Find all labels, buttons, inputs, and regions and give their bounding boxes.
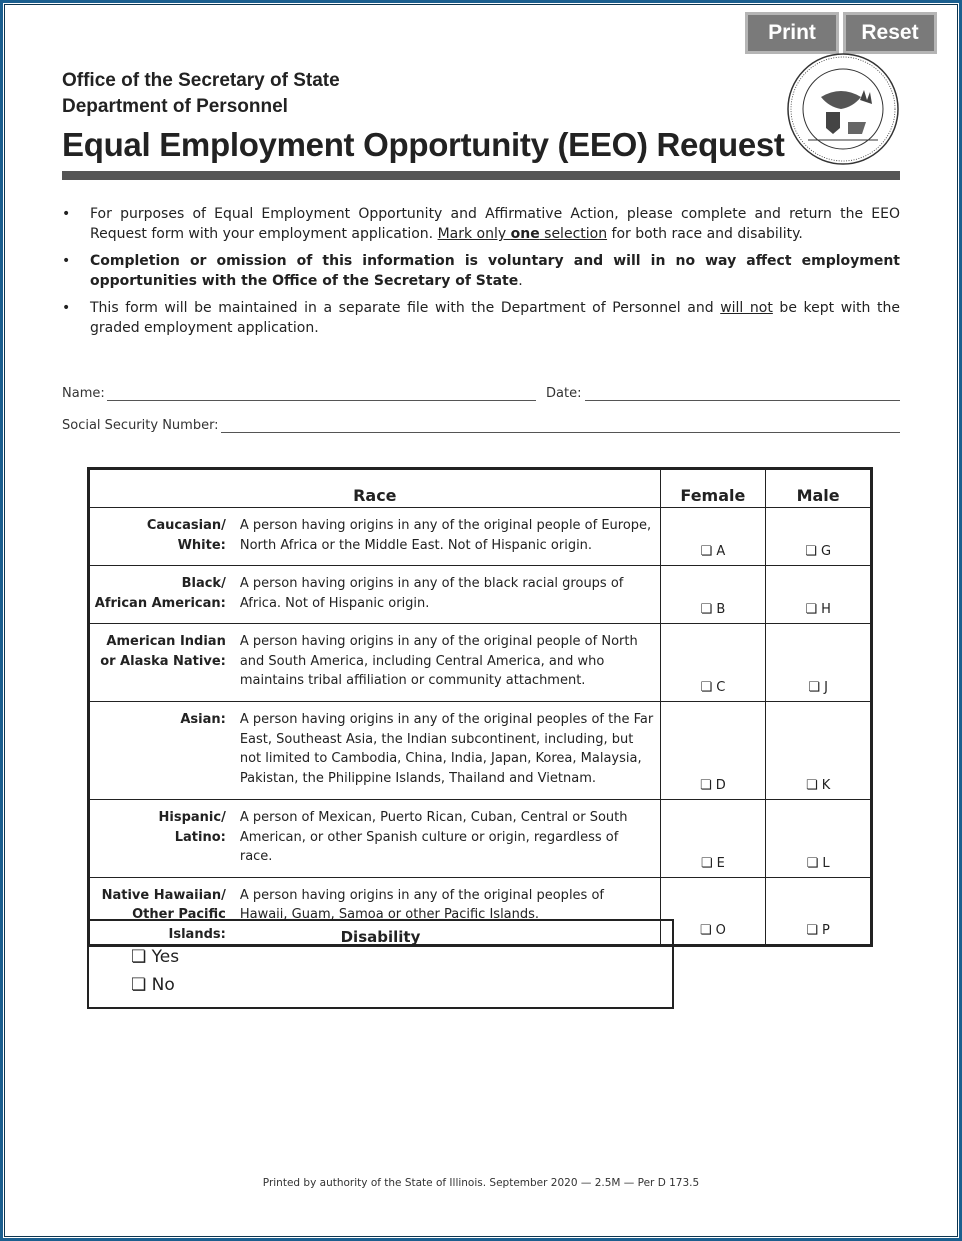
female-checkbox[interactable]: ❏ D	[660, 702, 766, 800]
male-checkbox[interactable]: ❏ H	[766, 566, 872, 624]
race-row	[89, 624, 872, 702]
race-row	[89, 508, 872, 566]
page-title: Equal Employment Opportunity (EEO) Request	[62, 126, 785, 163]
race-row	[89, 566, 872, 624]
ssn-label: Social Security Number:	[62, 418, 219, 433]
race-description: A person having origins in any of the black racial groups of Africa. Not of Hispanic origin.	[234, 566, 660, 624]
title-divider	[62, 171, 900, 180]
print-button[interactable]: Print	[745, 12, 839, 54]
race-label-line: American Indian	[106, 634, 226, 649]
bullet-text: be kept with the graded employment application.	[90, 300, 900, 336]
race-label-line: Other Pacific Islands:	[132, 907, 226, 942]
race-header: Race	[89, 469, 661, 508]
female-header: Female	[660, 469, 766, 508]
race-row	[89, 702, 872, 800]
race-description: A person having origins in any of the original peoples of the Far East, Southeast Asia, the Indian subcontinent, including, but not limited to Cambodia, China, India, Japan, Korea, Malaysia, Pakistan, the Philippine Islands, Thailand and Vietnam.	[234, 702, 660, 800]
female-checkbox[interactable]: ❏ B	[660, 566, 766, 624]
race-label-line: Hispanic/	[158, 810, 226, 825]
male-checkbox[interactable]: ❏ J	[766, 624, 872, 702]
female-checkbox[interactable]: ❏ O	[660, 877, 766, 946]
race-table	[87, 467, 873, 947]
race-label-line: Native Hawaiian/	[101, 887, 226, 903]
disability-no-checkbox[interactable]: ❏ No	[131, 975, 175, 995]
male-header: Male	[766, 469, 872, 508]
race-description: A person having origins in any of the original peoples of Hawaii, Guam, Samoa or other Pacific Islands.	[234, 877, 660, 946]
disability-box	[87, 919, 674, 1009]
female-checkbox[interactable]: ❏ A	[660, 508, 766, 566]
male-checkbox[interactable]: ❏ P	[766, 877, 872, 946]
race-label-line: Asian:	[180, 712, 226, 727]
race-label	[89, 702, 234, 800]
race-label-line: African American:	[94, 595, 226, 611]
race-label-line: Black/	[181, 576, 226, 591]
bullet-text: Completion or omission of this information is voluntary and will in no way affect employment opportunities with the Office of the Secretary of State	[90, 253, 900, 289]
footer-note: Printed by authority of the State of Illinois. September 2020 — 2.5M — Per D 173.5	[262, 1177, 700, 1189]
race-description: A person having origins in any of the original people of North and South America, including Central America, and who maintains tribal affiliation or community attachment.	[234, 624, 660, 702]
race-row	[89, 800, 872, 878]
bullet-voluntary: • Completion or omission of this information is voluntary and will in no way affect employment opportunities with the Office of the Secretary of State.	[62, 253, 900, 289]
ssn-field[interactable]	[62, 418, 900, 433]
bullet-text: For purposes of Equal Employment Opportunity and Affirmative Action, please complete and return the EEO Request form with your employment application.	[90, 206, 900, 242]
office-name: Office of the Secretary of State	[62, 70, 340, 91]
bullet-instructions: • For purposes of Equal Employment Opportunity and Affirmative Action, please complete and return the EEO Request form with your employment application. Mark only one selection for both race and disability.	[62, 206, 900, 242]
male-checkbox[interactable]: ❏ L	[766, 800, 872, 878]
date-field[interactable]	[546, 386, 900, 401]
race-label	[89, 800, 234, 878]
bullet-text: .	[518, 273, 523, 289]
state-seal-icon	[786, 52, 900, 166]
bullet-text: Mark only	[437, 226, 511, 242]
race-label-line: Latino:	[174, 829, 226, 845]
disability-title: Disability	[340, 928, 421, 946]
name-field[interactable]	[62, 386, 536, 401]
bullet-emphasis: will not	[720, 300, 773, 316]
bullet-text: This form will be maintained in a separate file with the Department of Personnel and	[90, 300, 721, 316]
female-checkbox[interactable]: ❏ C	[660, 624, 766, 702]
race-label	[89, 624, 234, 702]
race-description: A person having origins in any of the original people of Europe, North Africa or the Middle East. Not of Hispanic origin.	[234, 508, 660, 566]
race-description: A person of Mexican, Puerto Rican, Cuban, Central or South American, or other Spanish culture or origin, regardless of race.	[234, 800, 660, 878]
male-checkbox[interactable]: ❏ K	[766, 702, 872, 800]
name-label: Name:	[62, 386, 105, 401]
disability-yes-checkbox[interactable]: ❏ Yes	[131, 947, 180, 967]
bullet-text: selection	[539, 226, 608, 242]
reset-button[interactable]: Reset	[843, 12, 937, 54]
race-label-line: Caucasian/	[146, 518, 226, 533]
male-checkbox[interactable]: ❏ G	[766, 508, 872, 566]
race-label-line: White:	[177, 537, 226, 553]
bullet-text: for both race and disability.	[607, 226, 803, 242]
race-label	[89, 508, 234, 566]
bullet-emphasis: one	[510, 226, 540, 242]
race-label-line: or Alaska Native:	[100, 653, 226, 669]
race-label	[89, 566, 234, 624]
female-checkbox[interactable]: ❏ E	[660, 800, 766, 878]
bullet-separate-file: • This form will be maintained in a separate file with the Department of Personnel and will not be kept with the graded employment application.	[62, 300, 900, 336]
date-label: Date:	[546, 386, 582, 401]
department-name: Department of Personnel	[62, 96, 288, 117]
